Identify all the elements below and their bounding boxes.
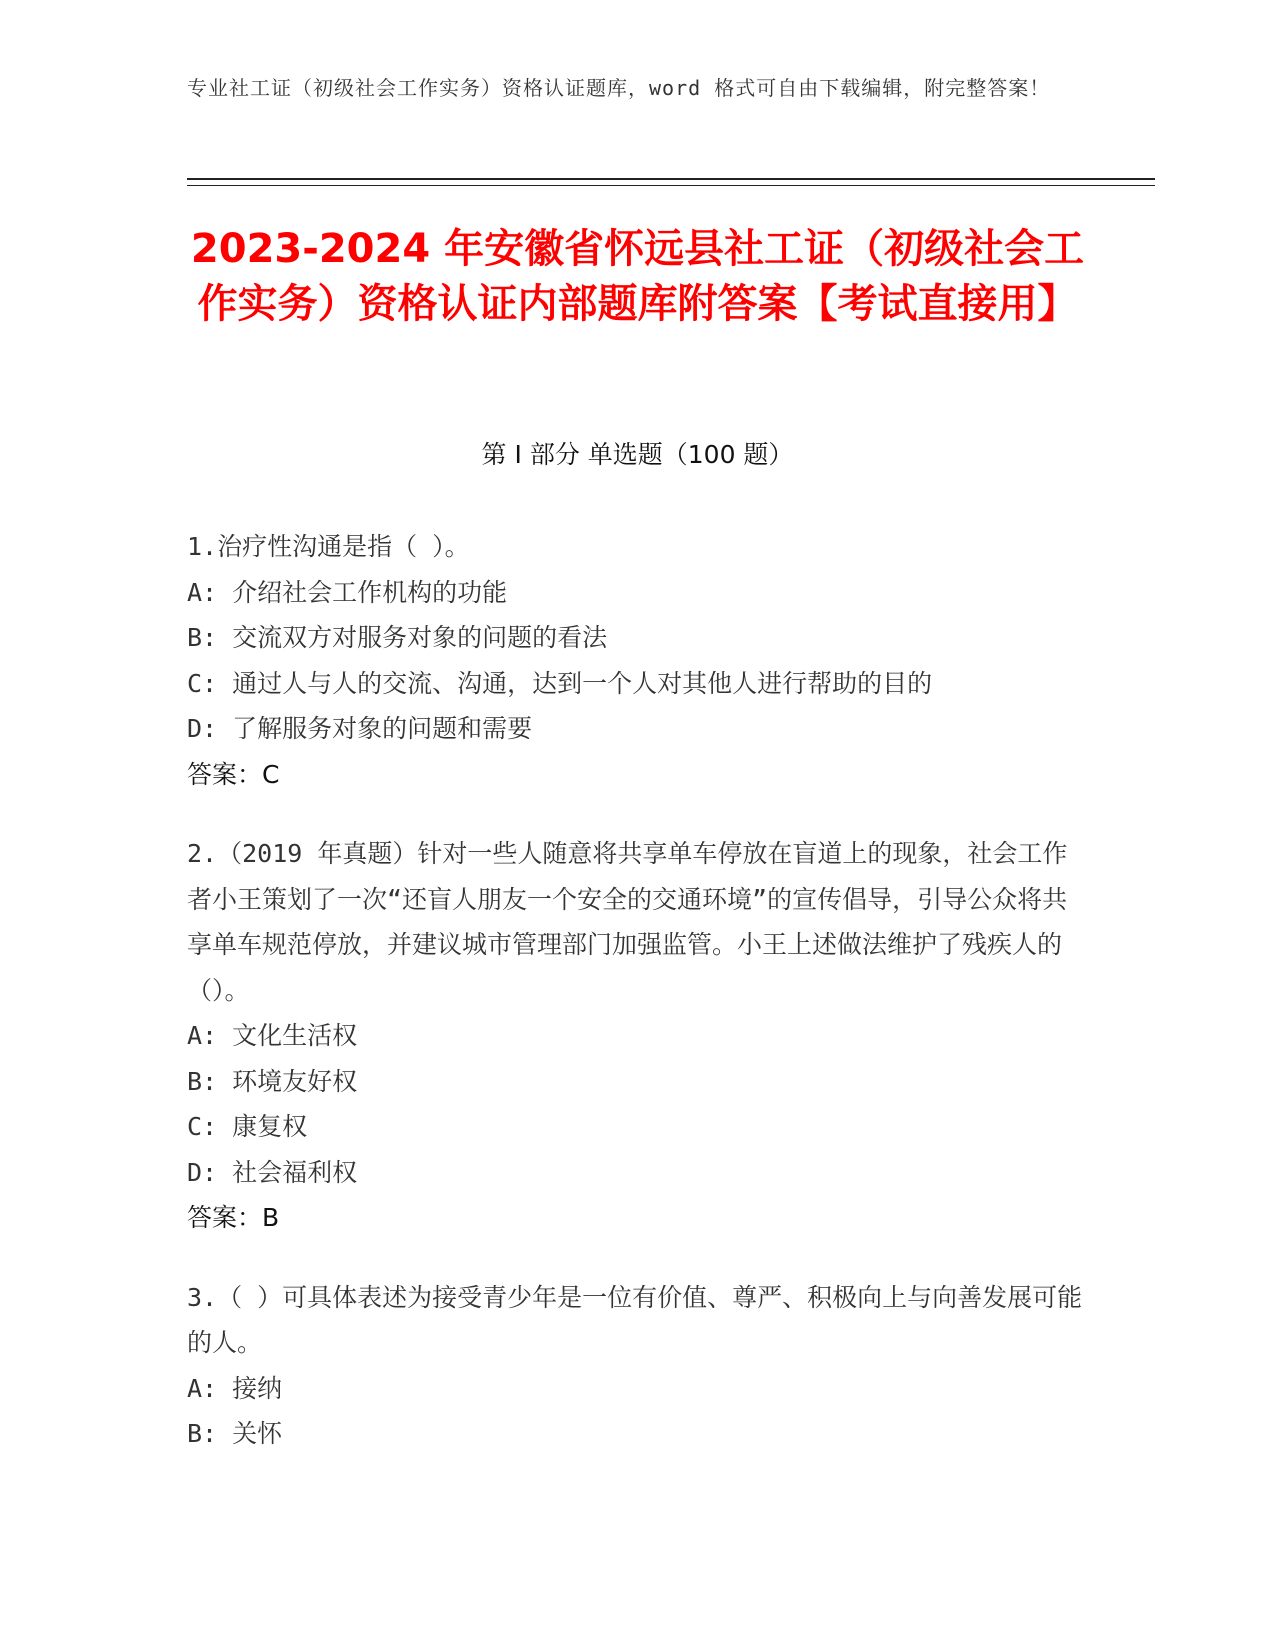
- document-title: 2023-2024 年安徽省怀远县社工证（初级社会工作实务）资格认证内部题库附答案【考试直接用】: [190, 226, 1085, 327]
- answer: 答案：C: [187, 759, 280, 789]
- header-divider: [187, 178, 1155, 180]
- option-d: D: 了解服务对象的问题和需要: [187, 714, 533, 743]
- question-stem: 1.治疗性沟通是指（ ）。: [187, 532, 470, 561]
- question-stem: 2.（2019 年真题）针对一些人随意将共享单车停放在盲道上的现象，社会工作者小王策划了一次“还盲人朋友一个安全的交通环境”的宣传倡导，引导公众将共享单车规范停放，并建议城市管理部门加强监管。小王上述做法维护了残疾人的（）。: [187, 839, 1068, 1005]
- question-stem: 3.（ ）可具体表述为接受青少年是一位有价值、尊严、积极向上与向善发展可能的人。: [187, 1282, 1083, 1357]
- section-heading: 第 I 部分 单选题（100 题）: [481, 440, 794, 469]
- option-a: A: 介绍社会工作机构的功能: [187, 577, 508, 607]
- header-divider-thin: [187, 185, 1155, 186]
- option-b: B: 关怀: [187, 1419, 283, 1448]
- question-2: [187, 831, 1092, 1241]
- option-b: B: 环境友好权: [187, 1066, 358, 1096]
- header-note: 专业社工证（初级社会工作实务）资格认证题库，word 格式可自由下载编辑，附完整答案！: [187, 76, 1051, 100]
- question-1: [187, 524, 1092, 797]
- option-a: A: 接纳: [187, 1373, 283, 1403]
- option-c: C: 康复权: [187, 1112, 308, 1141]
- answer: 答案：B: [187, 1203, 280, 1232]
- option-c: C: 通过人与人的交流、沟通，达到一个人对其他人进行帮助的目的: [187, 668, 933, 698]
- option-d: D: 社会福利权: [187, 1157, 358, 1187]
- question-3: [187, 1275, 1092, 1457]
- option-b: B: 交流双方对服务对象的问题的看法: [187, 623, 608, 652]
- question-list: [187, 524, 1092, 1491]
- option-a: A: 文化生活权: [187, 1021, 358, 1050]
